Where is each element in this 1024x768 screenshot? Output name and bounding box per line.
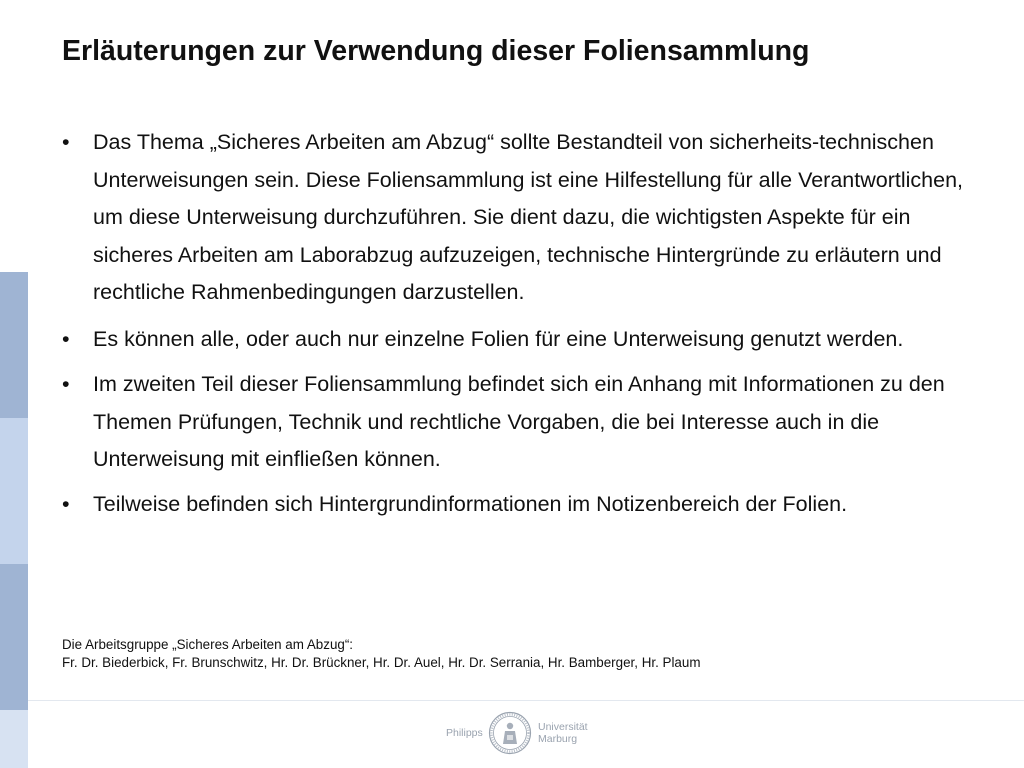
bullet-dot: • [62, 371, 70, 396]
slide-title: Erläuterungen zur Verwendung dieser Foliensammlung [62, 35, 810, 67]
working-group-members: Fr. Dr. Biederbick, Fr. Brunschwitz, Hr. Dr. Brückner, Hr. Dr. Auel, Hr. Dr. Serrania, Hr. Bamberger, Hr. Plaum [62, 655, 701, 670]
bullet-text: Im zweiten Teil dieser Foliensammlung befindet sich ein Anhang mit Informationen zu den Themen Prüfungen, Technik und rechtliche Vorgaben, die bei Interesse auch in die Unterweisung mit einfließen können. [93, 371, 945, 472]
logo-word-marburg: Marburg [538, 733, 578, 745]
university-logo [446, 711, 590, 755]
working-group-credits [62, 636, 982, 672]
side-accent-bar-1 [0, 272, 28, 418]
bullet-text: Es können alle, oder auch nur einzelne Folien für eine Unterweisung genutzt werden. [93, 326, 904, 351]
bullet-dot: • [62, 491, 70, 516]
bullet-dot: • [62, 326, 70, 351]
logo-word-universitaet: Universität [538, 721, 588, 733]
bullet-text: Teilweise befinden sich Hintergrundinformationen im Notizenbereich der Folien. [93, 491, 848, 516]
logo-word-universitaet-marburg [538, 721, 590, 745]
side-accent-bar-4 [0, 710, 28, 768]
footer-divider [28, 700, 1024, 701]
bullet-text: Das Thema „Sicheres Arbeiten am Abzug“ sollte Bestandteil von sicherheits-technischen Unterweisungen sein. Diese Foliensammlung ist eine Hilfestellung für alle Verantwortlichen, um diese Unterweisung durchzuführen. Sie dient dazu, die wichtigsten Aspekte für ein sicheres Arbeiten am Laborabzug aufzuzeigen, technische Hintergründe zu erläutern und rechtliche Rahmenbedingungen darzustellen. [93, 130, 963, 305]
bullet-item [62, 124, 982, 312]
side-accent-bar-2 [0, 418, 28, 564]
logo-word-philipps: Philipps [446, 727, 483, 739]
side-accent-bar-3 [0, 564, 28, 710]
bullet-dot: • [62, 130, 70, 154]
bullet-item [62, 366, 982, 479]
bullet-item [62, 489, 982, 520]
working-group-label: Die Arbeitsgruppe „Sicheres Arbeiten am Abzug“: [62, 637, 354, 652]
bullet-list [62, 124, 982, 520]
bullet-item [62, 324, 982, 355]
university-seal-icon [488, 711, 532, 755]
